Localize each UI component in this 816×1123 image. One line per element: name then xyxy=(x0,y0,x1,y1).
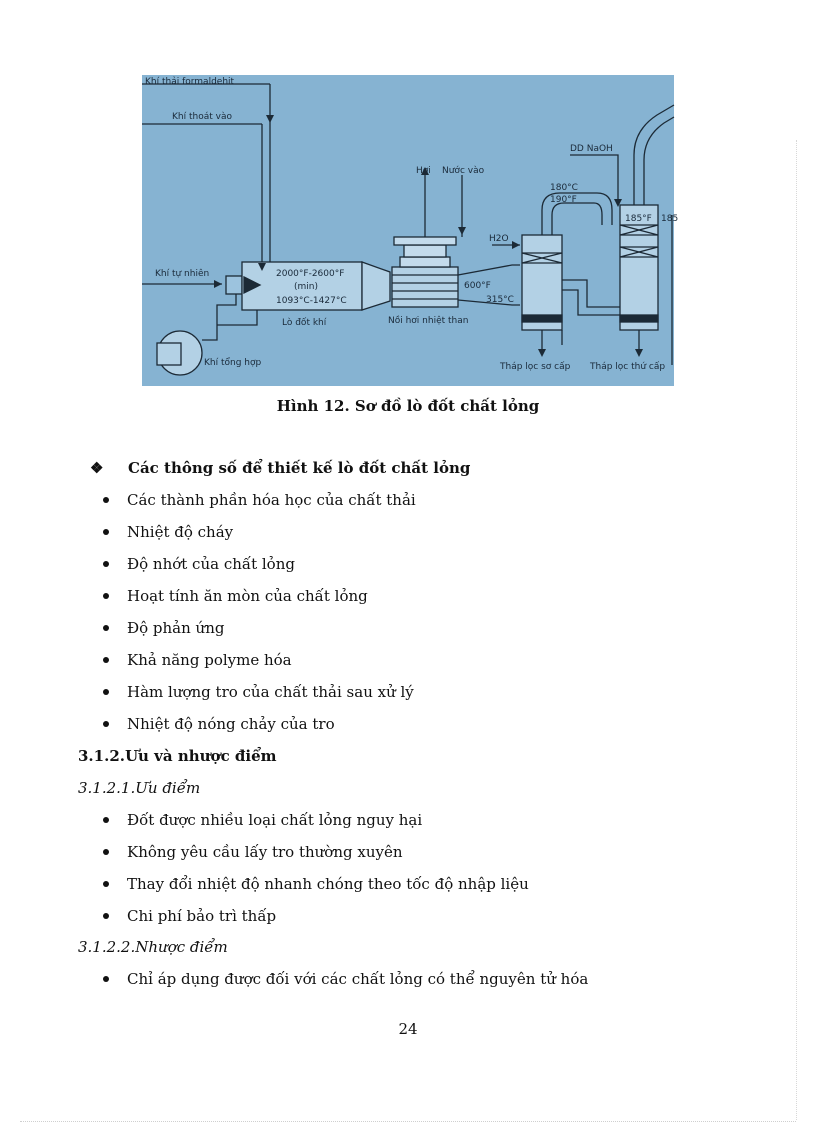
advantages-list xyxy=(100,810,529,938)
label-secondary-tower: Tháp lọc thứ cấp xyxy=(590,362,666,372)
diagram-svg xyxy=(142,75,679,386)
list-item: Độ nhớt của chất lỏng xyxy=(100,554,416,586)
label-180c: 180°C xyxy=(550,183,578,193)
page-border-bottom xyxy=(20,1121,796,1122)
label-formaldehyde-exhaust: Khí thải formaldehit xyxy=(145,77,235,87)
bullet-icon xyxy=(103,817,109,823)
list-item: Chi phí bảo trì thấp xyxy=(100,906,529,938)
label-190f: 190°F xyxy=(550,195,577,205)
label-natural-gas: Khí tự nhiên xyxy=(155,269,210,279)
label-water-in: Nước vào xyxy=(442,166,485,176)
list-item: Độ phản ứng xyxy=(100,618,416,650)
bullet-icon xyxy=(103,721,109,727)
diamond-bullet-icon: ❖ xyxy=(90,459,104,477)
section-title: 3.1.2.Ưu và nhược điểm xyxy=(78,747,277,765)
label-185-cut: 185 xyxy=(661,214,679,224)
list-item: Chỉ áp dụng được đối với các chất lỏng có thể nguyên tử hóa xyxy=(100,969,588,1001)
list-item: Khả năng polyme hóa xyxy=(100,650,416,682)
label-steam: Hơi xyxy=(416,166,431,176)
bullet-icon xyxy=(103,625,109,631)
advantages-title: 3.1.2.1.Ưu điểm xyxy=(78,779,201,797)
bullet-icon xyxy=(103,657,109,663)
bullet-icon xyxy=(103,849,109,855)
label-600f: 600°F xyxy=(464,281,491,291)
label-primary-tower: Tháp lọc sơ cấp xyxy=(500,362,571,372)
label-exhaust-in: Khí thoát vào xyxy=(172,112,232,122)
label-h2o: H2O xyxy=(489,234,509,244)
heading-text: Các thông số để thiết kế lò đốt chất lỏng xyxy=(128,459,471,477)
incinerator-diagram xyxy=(142,75,679,386)
list-item: Không yêu cầu lấy tro thường xuyên xyxy=(100,842,529,874)
figure-caption: Hình 12. Sơ đồ lò đốt chất lỏng xyxy=(276,397,540,415)
disadvantages-list xyxy=(100,969,588,1001)
page-border-right xyxy=(796,140,797,1120)
bullet-icon xyxy=(103,561,109,567)
list-item: Hoạt tính ăn mòn của chất lỏng xyxy=(100,586,416,618)
label-chamber-time: (min) xyxy=(294,282,318,292)
list-item: Hàm lượng tro của chất thải sau xử lý xyxy=(100,682,416,714)
label-boiler: Nồi hơi nhiệt than xyxy=(388,316,469,326)
label-furnace: Lò đốt khí xyxy=(282,318,327,328)
bullet-icon xyxy=(103,913,109,919)
design-parameters-list xyxy=(100,490,416,746)
bullet-icon xyxy=(103,529,109,535)
label-synthetic-gas: Khí tổng hợp xyxy=(204,358,262,368)
list-item: Thay đổi nhiệt độ nhanh chóng theo tốc độ nhập liệu xyxy=(100,874,529,906)
list-item: Đốt được nhiều loại chất lỏng nguy hại xyxy=(100,810,529,842)
label-315c: 315°C xyxy=(486,295,514,305)
bullet-icon xyxy=(103,881,109,887)
disadvantages-title: 3.1.2.2.Nhược điểm xyxy=(78,938,228,956)
label-chamber-temp-c: 1093°C-1427°C xyxy=(276,296,347,306)
label-naoh: DD NaOH xyxy=(570,144,613,154)
bullet-icon xyxy=(103,689,109,695)
bullet-icon xyxy=(103,976,109,982)
page-number: 24 xyxy=(398,1020,418,1038)
list-item: Các thành phần hóa học của chất thải xyxy=(100,490,416,522)
label-185f: 185°F xyxy=(625,214,652,224)
design-parameters-heading xyxy=(90,459,470,477)
bullet-icon xyxy=(103,497,109,503)
list-item: Nhiệt độ nóng chảy của tro xyxy=(100,714,416,746)
list-item: Nhiệt độ cháy xyxy=(100,522,416,554)
bullet-icon xyxy=(103,593,109,599)
label-chamber-temp-f: 2000°F-2600°F xyxy=(276,269,345,279)
